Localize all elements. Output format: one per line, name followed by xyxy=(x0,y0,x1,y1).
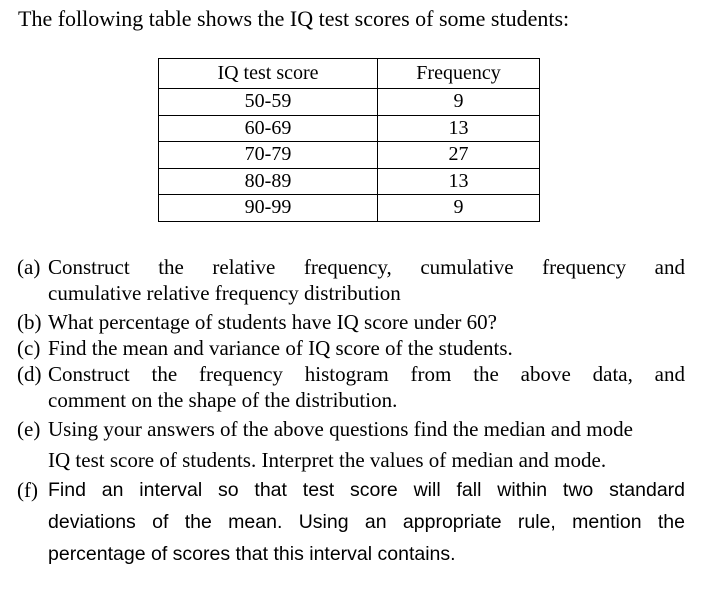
question-label: (b) xyxy=(17,310,42,334)
table-row xyxy=(159,195,540,222)
score-range-cell: 50-59 xyxy=(159,89,378,116)
question-e xyxy=(17,414,685,476)
question-text: comment on the shape of the distribution. xyxy=(48,388,398,412)
question-label: (a) xyxy=(17,255,41,279)
table-row xyxy=(159,115,540,142)
frequency-cell: 9 xyxy=(453,90,464,112)
intro-text: The following table shows the IQ test scores of some students: xyxy=(18,6,570,31)
table-row xyxy=(159,142,540,169)
question-label: (e) xyxy=(17,417,41,441)
header-frequency: Frequency xyxy=(416,62,501,84)
table-row xyxy=(159,89,540,116)
frequency-cell: 13 xyxy=(448,116,469,139)
question-label: (d) xyxy=(17,362,42,386)
question-text: cumulative relative frequency distribution xyxy=(48,281,401,305)
score-range-cell: 70-79 xyxy=(159,142,378,169)
score-range-cell: 80-89 xyxy=(159,168,378,195)
score-range-cell: 90-99 xyxy=(159,195,378,222)
question-f xyxy=(17,474,685,570)
question-a xyxy=(17,254,685,306)
question-text: IQ test score of students. Interpret the values of median and mode. xyxy=(48,448,607,472)
table-header-row xyxy=(159,59,540,89)
frequency-cell: 9 xyxy=(453,196,464,218)
question-text: deviations of the mean. Using an appropriate rule, mention the xyxy=(48,511,685,533)
question-text: Find an interval so that test score will fall within two standard xyxy=(48,479,685,501)
question-text: percentage of scores that this interval contains. xyxy=(48,543,456,565)
question-b xyxy=(17,309,685,335)
question-text: What percentage of students have IQ score under 60? xyxy=(48,310,497,334)
table-row xyxy=(159,168,540,195)
question-text: Construct the relative frequency, cumulative frequency and xyxy=(48,255,685,279)
header-iq-score: IQ test score xyxy=(159,59,378,89)
frequency-cell: 13 xyxy=(448,169,469,192)
question-text: Using your answers of the above questions find the median and mode xyxy=(48,417,633,441)
frequency-table xyxy=(158,58,540,222)
question-d xyxy=(17,361,685,413)
question-text: Construct the frequency histogram from the above data, and xyxy=(48,362,685,386)
question-text: Find the mean and variance of IQ score of the students. xyxy=(48,336,513,360)
question-label: (c) xyxy=(17,336,41,360)
question-c xyxy=(17,335,685,361)
frequency-cell: 27 xyxy=(448,143,469,165)
question-label: (f) xyxy=(17,478,38,502)
score-range-cell: 60-69 xyxy=(159,115,378,142)
